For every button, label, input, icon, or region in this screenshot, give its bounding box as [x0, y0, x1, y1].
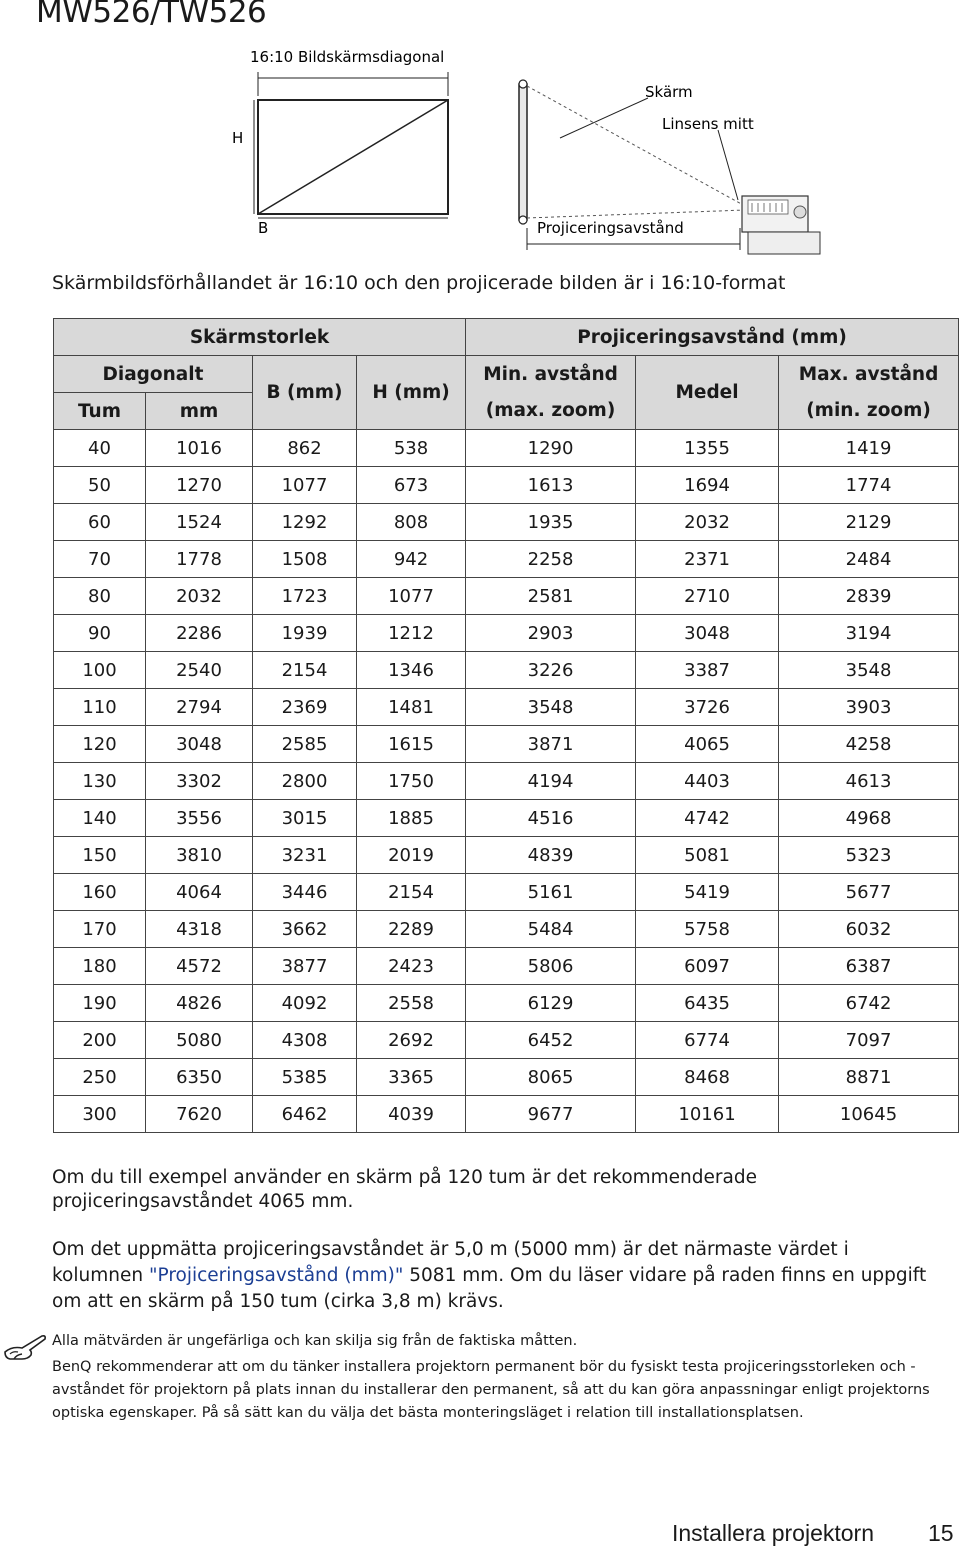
header-inches: Tum [54, 393, 146, 430]
header-screen-size: Skärmstorlek [54, 319, 466, 356]
table-cell: 300 [54, 1096, 146, 1133]
table-cell: 3302 [146, 763, 253, 800]
table-cell: 3556 [146, 800, 253, 837]
table-row [54, 467, 959, 504]
table-cell: 2540 [146, 652, 253, 689]
table-cell: 7097 [779, 1022, 959, 1059]
table-row [54, 689, 959, 726]
table-cell: 5080 [146, 1022, 253, 1059]
table-cell: 5161 [466, 874, 636, 911]
table-cell: 120 [54, 726, 146, 763]
table-cell: 4516 [466, 800, 636, 837]
table-cell: 1723 [253, 578, 357, 615]
table-cell: 1016 [146, 430, 253, 467]
table-cell: 2903 [466, 615, 636, 652]
table-row [54, 985, 959, 1022]
table-cell: 4318 [146, 911, 253, 948]
table-cell: 673 [357, 467, 466, 504]
table-cell: 2710 [636, 578, 779, 615]
table-cell: 140 [54, 800, 146, 837]
table-cell: 2154 [357, 874, 466, 911]
table-row [54, 1022, 959, 1059]
table-cell: 2154 [253, 652, 357, 689]
table-cell: 4039 [357, 1096, 466, 1133]
table-cell: 130 [54, 763, 146, 800]
header-min-distance: Min. avstånd [466, 356, 636, 393]
table-cell: 3548 [779, 652, 959, 689]
table-cell: 190 [54, 985, 146, 1022]
table-row [54, 837, 959, 874]
table-row [54, 874, 959, 911]
table-cell: 1694 [636, 467, 779, 504]
projection-table [53, 318, 959, 1133]
diagonal-label: 16:10 Bildskärmsdiagonal [250, 48, 445, 66]
lens-center-label: Linsens mitt [662, 115, 754, 133]
table-cell: 4839 [466, 837, 636, 874]
table-cell: 100 [54, 652, 146, 689]
table-cell: 6742 [779, 985, 959, 1022]
table-cell: 5758 [636, 911, 779, 948]
table-cell: 1778 [146, 541, 253, 578]
table-row [54, 763, 959, 800]
table-cell: 3877 [253, 948, 357, 985]
table-cell: 4572 [146, 948, 253, 985]
table-cell: 4613 [779, 763, 959, 800]
table-cell: 2423 [357, 948, 466, 985]
table-cell: 1613 [466, 467, 636, 504]
table-cell: 180 [54, 948, 146, 985]
b-label: B [258, 219, 269, 237]
table-cell: 4742 [636, 800, 779, 837]
page-number: 15 [928, 1520, 954, 1546]
table-cell: 160 [54, 874, 146, 911]
table-cell: 50 [54, 467, 146, 504]
table-cell: 4194 [466, 763, 636, 800]
table-cell: 1346 [357, 652, 466, 689]
example-paragraph-2 [52, 1237, 932, 1315]
table-cell: 1939 [253, 615, 357, 652]
table-cell: 4065 [636, 726, 779, 763]
table-cell: 4403 [636, 763, 779, 800]
table-cell: 10645 [779, 1096, 959, 1133]
table-cell: 170 [54, 911, 146, 948]
table-cell: 1077 [253, 467, 357, 504]
table-cell: 10161 [636, 1096, 779, 1133]
table-cell: 808 [357, 504, 466, 541]
table-row [54, 430, 959, 467]
table-cell: 250 [54, 1059, 146, 1096]
header-average: Medel [636, 356, 779, 430]
table-cell: 5677 [779, 874, 959, 911]
table-cell: 7620 [146, 1096, 253, 1133]
example-paragraph-1: Om du till exempel använder en skärm på 120 tum är det rekommenderade projiceringsavståndet 4065 mm. [52, 1167, 757, 1212]
table-row [54, 800, 959, 837]
table-cell: 4308 [253, 1022, 357, 1059]
table-body [54, 430, 959, 1133]
screen-label: Skärm [645, 83, 693, 101]
header-width: B (mm) [253, 356, 357, 430]
table-cell: 2129 [779, 504, 959, 541]
table-cell: 1212 [357, 615, 466, 652]
table-cell: 3048 [636, 615, 779, 652]
table-cell: 5081 [636, 837, 779, 874]
note-line-2: BenQ rekommenderar att om du tänker installera projektorn permanent bör du fysiskt testa projiceringsstorleken och -avståndet för projektorn på plats innan du installerar den permanent, så att du kan göra anpassningar enligt projektorns optiska egenskaper. På så sätt kan du välja det bästa monteringsläget i relation till installationsplatsen. [52, 1359, 930, 1421]
table-cell: 8065 [466, 1059, 636, 1096]
table-cell: 538 [357, 430, 466, 467]
table-cell: 1481 [357, 689, 466, 726]
table-cell: 1290 [466, 430, 636, 467]
table-cell: 6097 [636, 948, 779, 985]
table-cell: 2258 [466, 541, 636, 578]
table-cell: 1270 [146, 467, 253, 504]
table-cell: 1077 [357, 578, 466, 615]
header-diagonal: Diagonalt [54, 356, 253, 393]
table-cell: 5323 [779, 837, 959, 874]
table-cell: 1935 [466, 504, 636, 541]
page-title: MW526/TW526 [36, 0, 267, 30]
header-projection-distance: Projiceringsavstånd (mm) [466, 319, 959, 356]
table-cell: 1524 [146, 504, 253, 541]
table-cell: 2369 [253, 689, 357, 726]
table-cell: 942 [357, 541, 466, 578]
table-row [54, 948, 959, 985]
table-cell: 2839 [779, 578, 959, 615]
table-row [54, 1096, 959, 1133]
table-cell: 3726 [636, 689, 779, 726]
screen-side-rect [519, 84, 527, 220]
p2-text-before: Om det uppmätta projiceringsavståndet är 5,0 m (5000 mm) är det närmaste värdet i kolumnen [52, 1239, 849, 1286]
table-cell: 8468 [636, 1059, 779, 1096]
table-cell: 6387 [779, 948, 959, 985]
table-cell: 150 [54, 837, 146, 874]
table-cell: 4826 [146, 985, 253, 1022]
table-cell: 1615 [357, 726, 466, 763]
table-cell: 5806 [466, 948, 636, 985]
table-cell: 3226 [466, 652, 636, 689]
aspect-ratio-intro: Skärmbildsförhållandet är 16:10 och den projicerade bilden är i 16:10-format [52, 272, 786, 294]
table-cell: 1774 [779, 467, 959, 504]
table-cell: 3903 [779, 689, 959, 726]
table-cell: 2800 [253, 763, 357, 800]
footer-section-title: Installera projektorn [672, 1520, 874, 1546]
table-cell: 1355 [636, 430, 779, 467]
table-cell: 2032 [636, 504, 779, 541]
table-row [54, 504, 959, 541]
distance-label: Projiceringsavstånd [537, 219, 684, 237]
table-cell: 3194 [779, 615, 959, 652]
table-cell: 70 [54, 541, 146, 578]
table-cell: 5484 [466, 911, 636, 948]
table-cell: 1292 [253, 504, 357, 541]
note-line-1: Alla mätvärden är ungefärliga och kan skilja sig från de faktiska måtten. [52, 1333, 578, 1349]
table-row [54, 541, 959, 578]
table-cell: 6774 [636, 1022, 779, 1059]
table-cell: 3446 [253, 874, 357, 911]
header-max-zoom: (max. zoom) [466, 393, 636, 430]
table-cell: 4968 [779, 800, 959, 837]
table-cell: 2558 [357, 985, 466, 1022]
table-cell: 3048 [146, 726, 253, 763]
column-reference-link: "Projiceringsavstånd (mm)" [148, 1265, 404, 1286]
table-row [54, 1059, 959, 1096]
table-cell: 4258 [779, 726, 959, 763]
header-max-distance: Max. avstånd [779, 356, 959, 393]
table-row [54, 911, 959, 948]
header-mm: mm [146, 393, 253, 430]
table-cell: 1508 [253, 541, 357, 578]
header-min-zoom: (min. zoom) [779, 393, 959, 430]
table-cell: 9677 [466, 1096, 636, 1133]
table-cell: 1419 [779, 430, 959, 467]
table-cell: 5385 [253, 1059, 357, 1096]
table-cell: 3871 [466, 726, 636, 763]
table-cell: 200 [54, 1022, 146, 1059]
table-cell: 4092 [253, 985, 357, 1022]
writing-hand-icon [2, 1330, 50, 1364]
table-cell: 2032 [146, 578, 253, 615]
table-cell: 6435 [636, 985, 779, 1022]
table-cell: 862 [253, 430, 357, 467]
table-cell: 2289 [357, 911, 466, 948]
table-cell: 6032 [779, 911, 959, 948]
table-cell: 6462 [253, 1096, 357, 1133]
table-cell: 2581 [466, 578, 636, 615]
table-cell: 2286 [146, 615, 253, 652]
table-cell: 110 [54, 689, 146, 726]
header-height: H (mm) [357, 356, 466, 430]
table-cell: 3662 [253, 911, 357, 948]
table-cell: 2692 [357, 1022, 466, 1059]
table-cell: 80 [54, 578, 146, 615]
table-cell: 4064 [146, 874, 253, 911]
table-cell: 40 [54, 430, 146, 467]
table-row [54, 578, 959, 615]
table-cell: 3365 [357, 1059, 466, 1096]
table-cell: 3231 [253, 837, 357, 874]
table-cell: 2585 [253, 726, 357, 763]
table-cell: 3548 [466, 689, 636, 726]
table-cell: 1885 [357, 800, 466, 837]
table-cell: 2019 [357, 837, 466, 874]
table-row [54, 652, 959, 689]
p2-text-after: 5081 mm. Om du läser vidare på raden finns en uppgift om att en skärm på 150 tum (cirka 3,8 m) krävs. [52, 1265, 927, 1312]
projection-diagram [0, 0, 960, 265]
table-row [54, 615, 959, 652]
table-cell: 3810 [146, 837, 253, 874]
table-cell: 5419 [636, 874, 779, 911]
table-cell: 8871 [779, 1059, 959, 1096]
diagonal-line [258, 100, 448, 214]
table-cell: 6452 [466, 1022, 636, 1059]
table-cell: 2371 [636, 541, 779, 578]
table-cell: 6129 [466, 985, 636, 1022]
table-cell: 6350 [146, 1059, 253, 1096]
table-cell: 3015 [253, 800, 357, 837]
table-cell: 3387 [636, 652, 779, 689]
table-cell: 90 [54, 615, 146, 652]
table-row [54, 726, 959, 763]
h-label: H [232, 129, 244, 147]
table-cell: 1750 [357, 763, 466, 800]
table-cell: 2484 [779, 541, 959, 578]
projector-icon [742, 196, 820, 254]
table-cell: 60 [54, 504, 146, 541]
table-cell: 2794 [146, 689, 253, 726]
